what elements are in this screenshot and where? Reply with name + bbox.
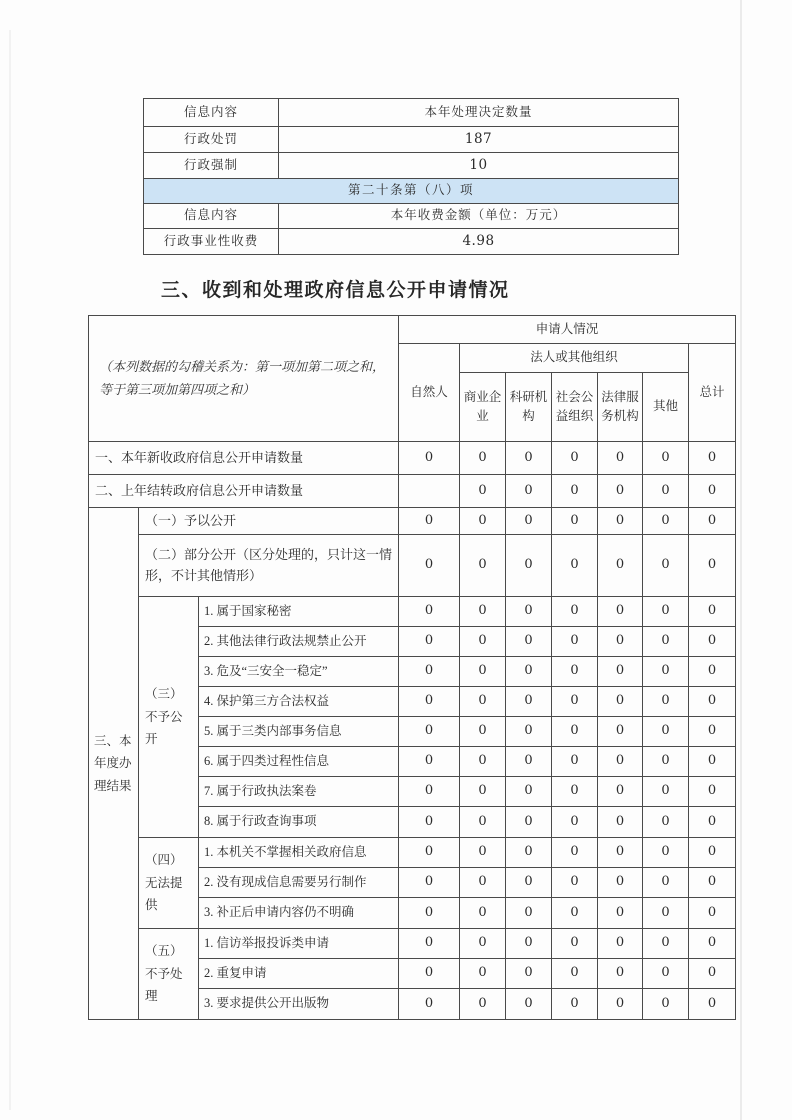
value-cell: 0 bbox=[643, 868, 689, 898]
value-cell: 0 bbox=[689, 807, 736, 838]
value-cell: 0 bbox=[552, 898, 598, 929]
table-row bbox=[89, 475, 736, 508]
value-cell: 0 bbox=[598, 838, 643, 868]
internal-affairs-label: 5. 属于三类内部事务信息 bbox=[199, 717, 399, 747]
value-cell: 0 bbox=[598, 475, 643, 508]
value-cell: 0 bbox=[506, 868, 552, 898]
legal-service-org-header: 法律服务机构 bbox=[598, 373, 643, 442]
article-20-item-8-banner: 第二十条第（八）项 bbox=[144, 178, 679, 203]
granted-disclosure-label: （一）予以公开 bbox=[139, 508, 399, 535]
public-publications-label: 3. 要求提供公开出版物 bbox=[199, 989, 399, 1020]
value-cell: 0 bbox=[689, 868, 736, 898]
value-cell: 0 bbox=[460, 627, 506, 657]
value-cell: 0 bbox=[643, 597, 689, 627]
value-cell: 0 bbox=[399, 929, 460, 959]
value-cell: 0 bbox=[506, 442, 552, 475]
section-title: 三、收到和处理政府信息公开申请情况 bbox=[161, 280, 510, 301]
value-cell: 0 bbox=[552, 687, 598, 717]
info-content-header: 信息内容 bbox=[144, 203, 279, 228]
value-cell: 0 bbox=[506, 597, 552, 627]
value-cell: 0 bbox=[643, 929, 689, 959]
value-cell: 0 bbox=[552, 929, 598, 959]
table-row bbox=[89, 597, 736, 627]
value-cell: 0 bbox=[399, 868, 460, 898]
penalty-enforcement-table bbox=[143, 98, 679, 255]
value-cell bbox=[399, 475, 460, 508]
value-cell: 0 bbox=[506, 898, 552, 929]
table-row bbox=[144, 228, 679, 254]
value-cell: 0 bbox=[689, 508, 736, 535]
value-cell: 0 bbox=[643, 898, 689, 929]
carried-over-applications-label: 二、上年结转政府信息公开申请数量 bbox=[89, 475, 399, 508]
value-cell: 0 bbox=[689, 898, 736, 929]
value-cell: 0 bbox=[689, 627, 736, 657]
value-cell: 0 bbox=[399, 535, 460, 597]
value-cell: 0 bbox=[506, 508, 552, 535]
table-row bbox=[89, 508, 736, 535]
value-cell: 0 bbox=[506, 657, 552, 687]
value-cell: 0 bbox=[643, 989, 689, 1020]
value-cell: 0 bbox=[643, 747, 689, 777]
commercial-enterprise-header: 商业企业 bbox=[460, 373, 506, 442]
value-cell: 0 bbox=[460, 717, 506, 747]
value-cell: 0 bbox=[399, 627, 460, 657]
penalty-table-body bbox=[144, 99, 679, 255]
value-cell: 0 bbox=[598, 868, 643, 898]
value-cell: 0 bbox=[460, 868, 506, 898]
value-cell: 0 bbox=[643, 508, 689, 535]
value-cell: 0 bbox=[689, 777, 736, 807]
enforcement-files-label: 7. 属于行政执法案卷 bbox=[199, 777, 399, 807]
value-cell: 0 bbox=[506, 807, 552, 838]
value-cell: 0 bbox=[643, 535, 689, 597]
info-content-header: 信息内容 bbox=[144, 99, 279, 127]
value-cell: 0 bbox=[643, 442, 689, 475]
value-cell: 0 bbox=[460, 989, 506, 1020]
value-cell: 0 bbox=[689, 989, 736, 1020]
value-cell: 0 bbox=[598, 627, 643, 657]
value-cell: 0 bbox=[460, 959, 506, 989]
value-cell: 0 bbox=[643, 807, 689, 838]
research-institution-header: 科研机构 bbox=[506, 373, 552, 442]
value-cell: 0 bbox=[460, 777, 506, 807]
table-row bbox=[144, 203, 679, 228]
legal-person-header: 法人或其他组织 bbox=[460, 344, 689, 373]
value-cell: 0 bbox=[399, 838, 460, 868]
value-cell: 0 bbox=[399, 777, 460, 807]
value-cell: 0 bbox=[506, 717, 552, 747]
value-cell: 0 bbox=[506, 838, 552, 868]
value-cell: 0 bbox=[552, 657, 598, 687]
state-secret-label: 1. 属于国家秘密 bbox=[199, 597, 399, 627]
applicant-situation-header: 申请人情况 bbox=[399, 316, 736, 344]
value-cell: 0 bbox=[552, 442, 598, 475]
value-cell: 0 bbox=[399, 959, 460, 989]
value-cell: 0 bbox=[643, 717, 689, 747]
value-cell: 0 bbox=[598, 959, 643, 989]
value-cell: 0 bbox=[399, 989, 460, 1020]
admin-inquiry-label: 8. 属于行政查询事项 bbox=[199, 807, 399, 838]
value-cell: 0 bbox=[460, 597, 506, 627]
value-cell: 0 bbox=[643, 838, 689, 868]
table-row bbox=[144, 152, 679, 178]
value-cell: 0 bbox=[552, 989, 598, 1020]
value-cell: 0 bbox=[506, 929, 552, 959]
refused-disclosure-label: （三）不予公开 bbox=[139, 597, 199, 838]
value-cell: 0 bbox=[598, 597, 643, 627]
reconciliation-note: （本列数据的勾稽关系为：第一项加第二项之和，等于第三项加第四项之和） bbox=[89, 316, 399, 442]
value-cell: 0 bbox=[552, 777, 598, 807]
value-cell: 0 bbox=[460, 475, 506, 508]
prohibited-by-law-label: 2. 其他法律行政法规禁止公开 bbox=[199, 627, 399, 657]
value-cell: 0 bbox=[643, 777, 689, 807]
scan-edge-artifact-left bbox=[9, 30, 11, 1110]
value-cell: 0 bbox=[643, 959, 689, 989]
value-cell: 0 bbox=[598, 508, 643, 535]
table-row bbox=[89, 442, 736, 475]
value-cell: 0 bbox=[598, 929, 643, 959]
table-row bbox=[89, 929, 736, 959]
value-cell: 0 bbox=[399, 657, 460, 687]
value-cell: 0 bbox=[506, 627, 552, 657]
value-cell: 0 bbox=[399, 807, 460, 838]
value-cell: 0 bbox=[552, 807, 598, 838]
value-cell: 0 bbox=[643, 687, 689, 717]
public-welfare-org-header: 社会公益组织 bbox=[552, 373, 598, 442]
admin-service-fees-value: 4.98 bbox=[279, 228, 679, 254]
value-cell: 0 bbox=[552, 747, 598, 777]
value-cell: 0 bbox=[399, 442, 460, 475]
petition-complaint-label: 1. 信访举报投诉类申请 bbox=[199, 929, 399, 959]
value-cell: 0 bbox=[689, 597, 736, 627]
table-row bbox=[144, 178, 679, 203]
endanger-security-label: 3. 危及“三安全一稳定” bbox=[199, 657, 399, 687]
still-unclear-label: 3. 补正后申请内容仍不明确 bbox=[199, 898, 399, 929]
application-table-body bbox=[89, 316, 736, 1020]
third-party-rights-label: 4. 保护第三方合法权益 bbox=[199, 687, 399, 717]
value-cell: 0 bbox=[460, 929, 506, 959]
value-cell: 0 bbox=[689, 838, 736, 868]
value-cell: 0 bbox=[643, 475, 689, 508]
value-cell: 0 bbox=[552, 535, 598, 597]
value-cell: 0 bbox=[552, 597, 598, 627]
admin-penalty-label: 行政处罚 bbox=[144, 127, 279, 153]
repeat-application-label: 2. 重复申请 bbox=[199, 959, 399, 989]
value-cell: 0 bbox=[689, 717, 736, 747]
value-cell: 0 bbox=[399, 747, 460, 777]
value-cell: 0 bbox=[506, 475, 552, 508]
value-cell: 0 bbox=[399, 508, 460, 535]
table-row bbox=[89, 535, 736, 597]
annual-results-label: 三、本年度办理结果 bbox=[89, 508, 139, 1020]
admin-enforcement-value: 10 bbox=[279, 152, 679, 178]
value-cell: 0 bbox=[460, 442, 506, 475]
not-held-label: 1. 本机关不掌握相关政府信息 bbox=[199, 838, 399, 868]
value-cell: 0 bbox=[689, 535, 736, 597]
value-cell: 0 bbox=[689, 657, 736, 687]
value-cell: 0 bbox=[689, 475, 736, 508]
value-cell: 0 bbox=[552, 868, 598, 898]
scan-edge-artifact-right bbox=[740, 0, 742, 1120]
process-information-label: 6. 属于四类过程性信息 bbox=[199, 747, 399, 777]
admin-enforcement-label: 行政强制 bbox=[144, 152, 279, 178]
value-cell: 0 bbox=[460, 508, 506, 535]
new-applications-label: 一、本年新收政府信息公开申请数量 bbox=[89, 442, 399, 475]
value-cell: 0 bbox=[643, 627, 689, 657]
other-header: 其他 bbox=[643, 373, 689, 442]
value-cell: 0 bbox=[689, 959, 736, 989]
value-cell: 0 bbox=[552, 838, 598, 868]
value-cell: 0 bbox=[689, 929, 736, 959]
admin-penalty-value: 187 bbox=[279, 127, 679, 153]
table-row bbox=[89, 316, 736, 344]
value-cell: 0 bbox=[689, 442, 736, 475]
value-cell: 0 bbox=[399, 717, 460, 747]
value-cell: 0 bbox=[689, 687, 736, 717]
fees-amount-header: 本年收费金额（单位：万元） bbox=[279, 203, 679, 228]
value-cell: 0 bbox=[598, 807, 643, 838]
value-cell: 0 bbox=[460, 898, 506, 929]
value-cell: 0 bbox=[598, 442, 643, 475]
value-cell: 0 bbox=[460, 838, 506, 868]
disclosure-applications-table bbox=[88, 315, 736, 1020]
table-row bbox=[89, 838, 736, 868]
value-cell: 0 bbox=[399, 597, 460, 627]
value-cell: 0 bbox=[552, 627, 598, 657]
value-cell: 0 bbox=[460, 687, 506, 717]
table-row bbox=[144, 99, 679, 127]
value-cell: 0 bbox=[643, 657, 689, 687]
value-cell: 0 bbox=[598, 898, 643, 929]
value-cell: 0 bbox=[598, 717, 643, 747]
total-header: 总计 bbox=[689, 344, 736, 442]
value-cell: 0 bbox=[460, 807, 506, 838]
unable-to-provide-label: （四）无法提供 bbox=[139, 838, 199, 929]
value-cell: 0 bbox=[506, 535, 552, 597]
admin-service-fees-label: 行政事业性收费 bbox=[144, 228, 279, 254]
partial-disclosure-label: （二）部分公开（区分处理的，只计这一情形，不计其他情形） bbox=[139, 535, 399, 597]
value-cell: 0 bbox=[506, 747, 552, 777]
table-row bbox=[144, 127, 679, 153]
no-ready-info-label: 2. 没有现成信息需要另行制作 bbox=[199, 868, 399, 898]
value-cell: 0 bbox=[399, 898, 460, 929]
value-cell: 0 bbox=[598, 535, 643, 597]
value-cell: 0 bbox=[552, 475, 598, 508]
value-cell: 0 bbox=[460, 657, 506, 687]
value-cell: 0 bbox=[598, 657, 643, 687]
value-cell: 0 bbox=[460, 747, 506, 777]
value-cell: 0 bbox=[598, 687, 643, 717]
value-cell: 0 bbox=[552, 717, 598, 747]
value-cell: 0 bbox=[689, 747, 736, 777]
value-cell: 0 bbox=[598, 777, 643, 807]
value-cell: 0 bbox=[460, 535, 506, 597]
value-cell: 0 bbox=[506, 687, 552, 717]
value-cell: 0 bbox=[552, 959, 598, 989]
value-cell: 0 bbox=[506, 989, 552, 1020]
value-cell: 0 bbox=[552, 508, 598, 535]
value-cell: 0 bbox=[506, 959, 552, 989]
not-processed-label: （五）不予处理 bbox=[139, 929, 199, 1020]
decisions-count-header: 本年处理决定数量 bbox=[279, 99, 679, 127]
value-cell: 0 bbox=[598, 989, 643, 1020]
value-cell: 0 bbox=[399, 687, 460, 717]
natural-person-header: 自然人 bbox=[399, 344, 460, 442]
value-cell: 0 bbox=[598, 747, 643, 777]
value-cell: 0 bbox=[506, 777, 552, 807]
